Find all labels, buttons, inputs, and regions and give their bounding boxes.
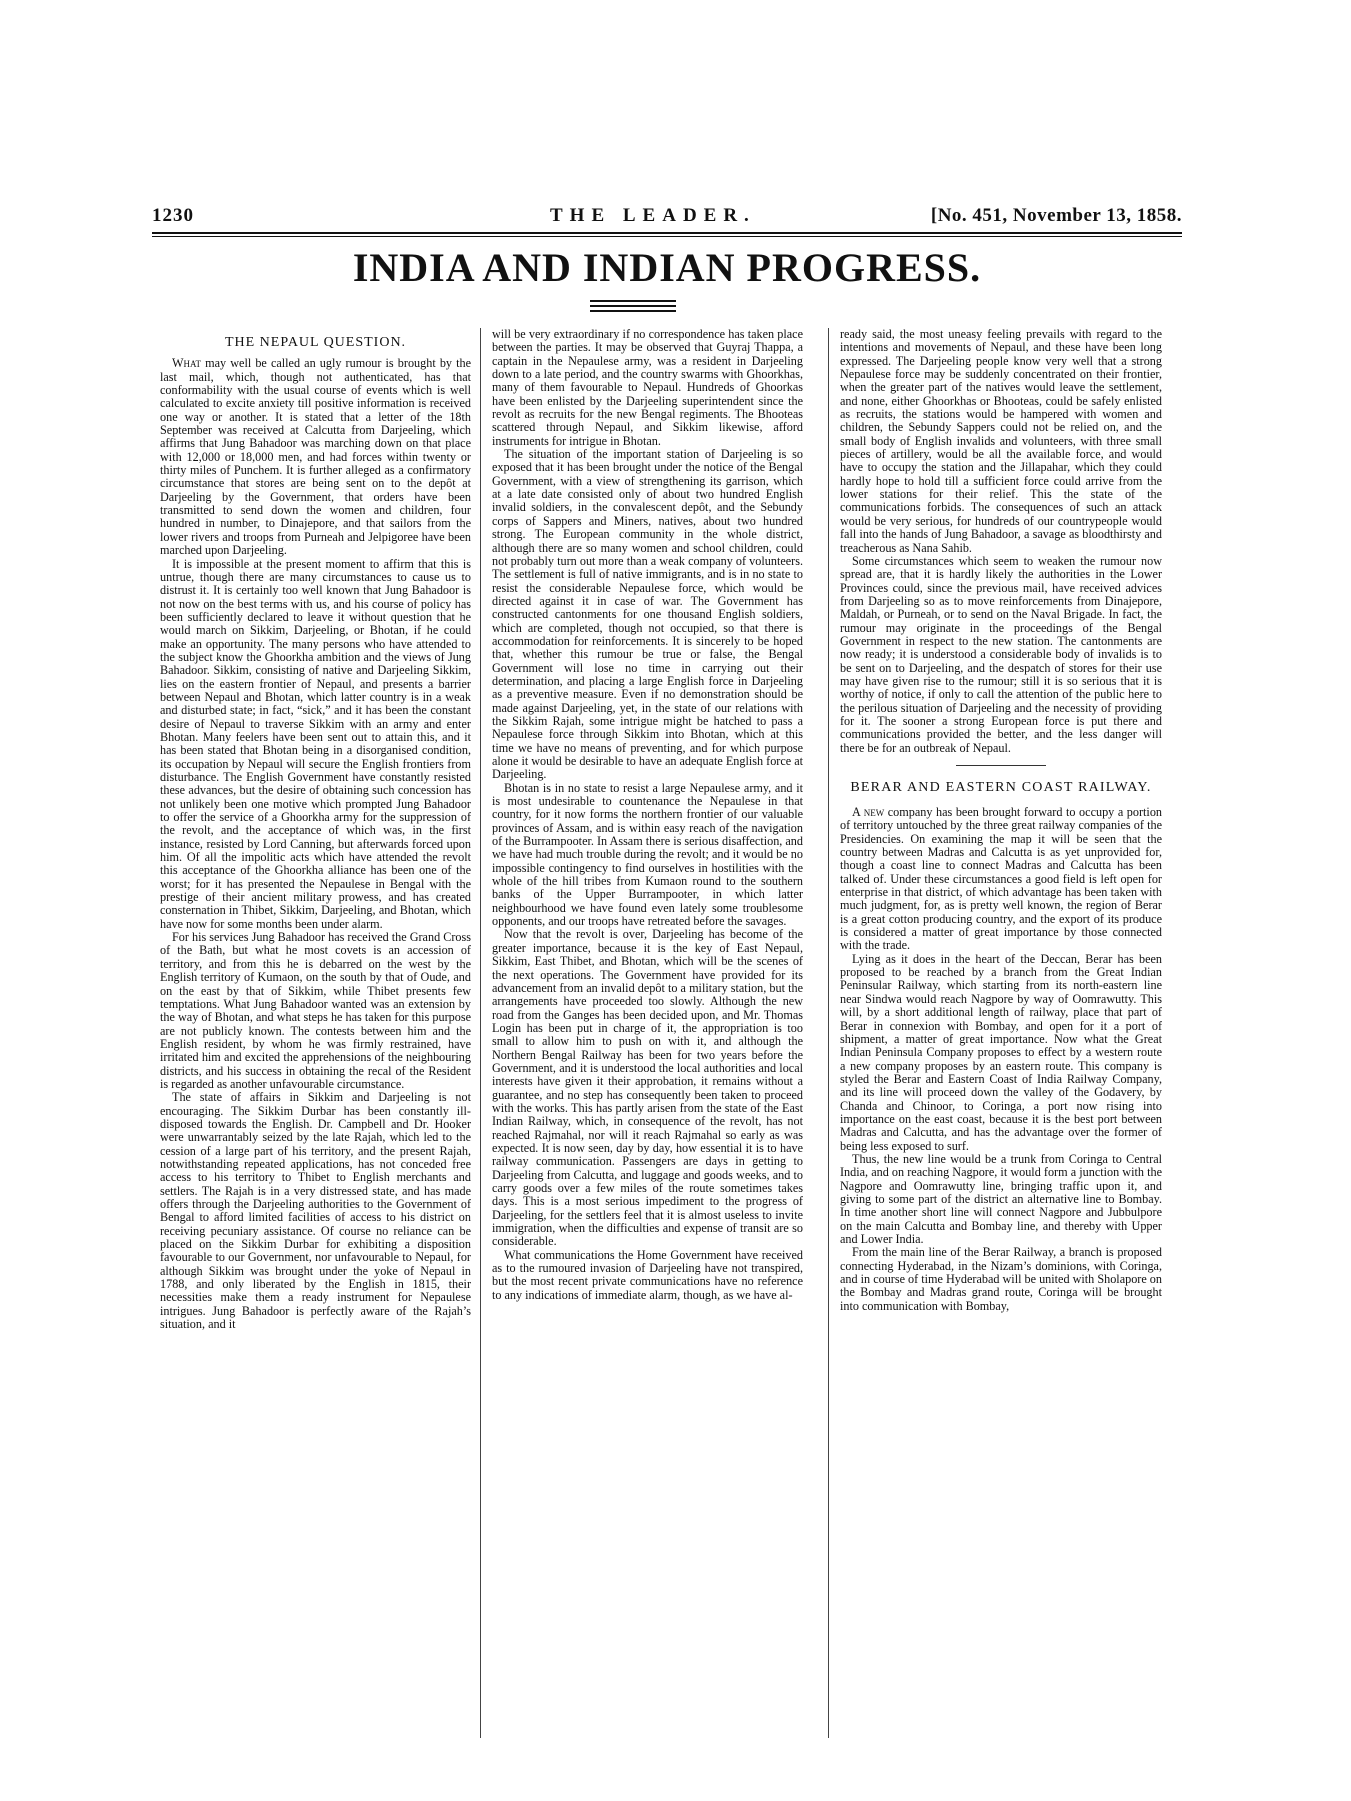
paragraph-text: company has been brought forward to occupy a portion of territory untouched by the three great railway companies of the Presidencies. On examining the map it will be seen that the country between Madras and Calcutta is as yet unprovided for, though a coast line to connect Madras and Calcutta has been talked of. Under these circumstances a good field is left open for enterprise in that district, of which advantage has been taken with much judgment, for, as is pretty well known, the region of Berar is a great cotton producing country, and the export of its produce is considered a matter of great importance by those connected with the trade. [840,805,1162,953]
running-head [152,205,1182,231]
issue-date: [No. 451, November 13, 1858. [930,205,1182,226]
column-2 [492,328,803,1733]
paragraph: From the main line of the Berar Railway, a branch is proposed connecting Hyderabad, in the Nizam’s dominions, with Coringa, and in course of time Hyderabad will be united with Sholapore on the Bombay and Madras grand route, Coringa will be brought into communication with Bombay, [840,1245,1162,1313]
lead-word: What [172,356,202,371]
paragraph: The state of affairs in Sikkim and Darjeeling is not encouraging. The Sikkim Durbar has been constantly ill-disposed towards the English. Dr. Campbell and Dr. Hooker were unwarrantably seized by the late Rajah, which led to the cession of a large part of his territory, and the present Rajah, notwithstanding repeated applications, has not conceded free access to his territory to Thibet to English merchants and settlers. The Rajah is in a very distressed state, and has made offers through the Darjeeling authorities to the Government of Bengal to afford limited facilities of access to his district on receiving pecuniary assistance. Of course no reliance can be placed on the Sikkim Durbar for exhibiting a disposition favourable to our Government, nor unfavourable to Nepaul, for although Sikkim was brought under the yoke of Nepaul in 1788, and only liberated by the English in 1815, their necessities make them a ready instrument for Nepaulese intrigues. Jung Bahadoor is perfectly aware of the Rajah’s situation, and it [160,1090,471,1332]
paragraph: The situation of the important station of Darjeeling is so exposed that it has been brought under the notice of the Bengal Government, with a view of strengthening its garrison, which at a late date consisted only of about two hundred English invalid soldiers, in the convalescent depôt, and the Sebundy corps of Sappers and Miners, natives, about two hundred strong. The European community in the whole district, although there are so many women and school children, could not probably turn out more than a weak company of volunteers. The settlement is full of native immigrants, and is in no state to resist the considerable Nepaulese force, which would be directed against it in case of war. The Government has constructed cantonments for one thousand English soldiers, which are completed, though not occupied, so that there is accommodation for reinforcements. It is sincerely to be hoped that, whether this rumour be true or false, the Bengal Government will lose no time in carrying out their determination, and placing a large English force in Darjeeling as a preventive measure. Even if no demonstration should be made against Darjeeling, yet, in the state of our relations with the Sikkim Rajah, some intrigue might be hatched to pass a Nepaulese force through Sikkim into Bhotan, which at this time we have no means of preventing, and for which purpose alone it would be desirable to have an adequate English force at Darjeeling. [492,447,803,782]
paragraph: Bhotan is in no state to resist a large Nepaulese army, and it is most undesirable to countenance the Nepaulese in that country, for it now forms the northern frontier of our valuable provinces of Assam, and is within easy reach of the navigation of the Burrampooter. In Assam there is serious disaffection, and we have had much trouble during the revolt; and it would be no impossible contingency to find ourselves in hostilities with the whole of the hill tribes from Kumaon round to the southern banks of the Upper Burrampooter, in which latter neighbourhood we have found even lately some troublesome opponents, and our troops have retreated before the savages. [492,780,803,929]
paragraph: will be very extraordinary if no correspondence has taken place between the parties. It may be observed that Guyraj Thappa, a captain in the Nepaulese army, was a resident in Darjeeling down to a late period, and the country swarms with Ghoorkhas, many of them favourable to Nepaul. Hundreds of Ghoorkas have been enlisted by the Darjeeling superintendent since the revolt as recruits for the new Bengal regiments. The Bhooteas scattered through Nepaul, and Sikkim likewise, afford instruments for intrigue in Bhotan. [492,328,803,448]
page-number: 1230 [152,205,194,226]
paragraph: It is impossible at the present moment to affirm that this is untrue, though there are many circumstances to cause us to distrust it. It is certainly too well known that Jung Bahadoor is not now on the best terms with us, and his course of policy has been sufficiently declared to leave it without question that he would march on Sikkim, Darjeeling, or Bhotan, if he could make an opportunity. The many persons who have attended to the subject know the Ghoorkha ambition and the views of Jung Bahadoor. Sikkim, consisting of native and Darjeeling Sikkim, lies on the eastern frontier of Nepaul, and presents a barrier between Nepaul and Bhotan, which latter country is in a weak and disturbed state; in fact, “sick,” and it has been the constant desire of Nepaul to traverse Sikkim with an army and enter Bhotan. Many feelers have been sent out to attain this, and it has been stated that Bhotan being in a disorganised condition, its occupation by Nepaul will secure the English frontiers from disturbance. The English Government have constantly resisted these advances, but the desire of obtaining such concession has not unlikely been one motive which prompted Jung Bahadoor to offer the service of a Ghoorkha army for the suppression of the revolt, and the acceptance of which was, in the first instance, resisted by Lord Canning, but afterwards forced upon him. Of all the impolitic acts which have attended the revolt this acceptance of the Ghoorkha alliance has been one of the worst; for it has presented the Nepaulese in Bengal with the prestige of their ancient military prowess, and has created consternation in Thibet, Sikkim, Darjeeling, and Bhotan, which have now for some months been under alarm. [160,556,471,931]
paragraph: Thus, the new line would be a trunk from Coringa to Central India, and on reaching Nagpore, it would form a junction with the Nagpore and Oomrawutty line, bringing traffic upon it, and giving to some part of the district an alternative line to Bombay. In time another short line will connect Nagpore and Jubbulpore on the main Calcutta and Bombay line, and thereby with Upper and Lower India. [840,1151,1162,1246]
paper-title: THE LEADER. [550,205,756,226]
paragraph-text: may well be called an ugly rumour is brought by the last mail, which, though not authenticated, has that conformability with the usual course of events which is well calculated to excite anxiety till positive information is received one way or another. It is stated that a letter of the 18th September was received at Calcutta from Darjeeling, which affirms that Jung Bahadoor was marching down on that place with 12,000 or 18,000 men, and had forces within twenty or thirty miles of Punchem. It is further alleged as a confirmatory circumstance that stores are being sent on to the depôt at Darjeeling by the Government, that orders have been transmitted to send down the women and children, four hundred in number, to Dinajepore, and that sailors from the lower rivers and troops from Purneah and Jelpigoree have been marched upon Darjeeling. [160,356,471,558]
paragraph: What communications the Home Government have received as to the rumoured invasion of Darjeeling have not transpired, but the most recent private communications have no reference to any indications of immediate alarm, though, as we have al- [492,1247,803,1302]
column-3 [840,328,1162,1733]
header-rule [152,232,1182,234]
column-1 [160,336,471,1741]
ornament-rule [590,310,676,312]
ornament-rule [590,305,676,307]
paragraph: Lying as it does in the heart of the Deccan, Berar has been proposed to be reached by a branch from the Great Indian Peninsular Railway, which starting from its north-eastern line near Sindwa would reach Nagpore by way of Oomrawutty. This will, by a short additional length of railway, place that part of Berar in connexion with Bombay, and open for it a port of shipment, a matter of great importance. Now what the Great Indian Peninsula Company proposes to effect by a western route a new company proposes by an eastern route. This company is styled the Berar and Eastern Coast of India Railway Company, and its line will proceed down the valley of the Godavery, by Chanda and Chinoor, to Coringa, a port now rising into importance on the east coast, because it is the best port between Madras and Calcutta, and has the advantage over the former of being less exposed to surf. [840,951,1162,1153]
paragraph [160,357,471,557]
article-title-nepaul: THE NEPAUL QUESTION. [224,336,407,350]
article-title-berar: BERAR AND EASTERN COAST RAILWAY. [850,780,1152,795]
paragraph: Now that the revolt is over, Darjeeling has become of the greater importance, because it is the key of East Nepaul, Sikkim, East Thibet, and Bhotan, which will be the scenes of the next operations. The Government have provided for its advancement from an invalid depôt to a military station, but the arrangements have proceeded too slowly. Although the new road from the Ganges has been decided upon, and Mr. Thomas Login has been put in charge of it, the appropriation is too small to allow him to push on with it, and although the Northern Bengal Railway has been for two years before the Government, and it is understood the local authorities and local interests have given it their approbation, it remains without a guarantee, and no step has consequently been taken to proceed with the works. This has partly arisen from the state of the East Indian Railway, which, in consequence of the revolt, has not reached Rajmahal, nor will it reach Rajmahal so early as was expected. It is now seen, day by day, how essential it is to have railway communication. Passengers are days in getting to Darjeeling from Calcutta, and luggage and goods weeks, and to carry goods over a few miles of the route sometimes takes days. This is a most serious impediment to the progress of Darjeeling, for the settlers feel that it is almost useless to invite immigration, when the difficulties and expense of transit are so considerable. [492,927,803,1249]
column-rule [828,328,829,1738]
article-divider [956,765,1046,766]
paragraph: For his services Jung Bahadoor has received the Grand Cross of the Bath, but what he most covets is an accession of territory, and from this he is debarred on the west by the English territory of Kumaon, on the south by that of Oude, and on the east by that of Sikkim, while Thibet presents few temptations. What Jung Bahadoor wanted was an extension by the way of Bhotan, and what steps he has taken for this purpose are not publicly known. The contests between him and the English resident, by whom he was firmly restrained, have irritated him and excited the apprehensions of the neighbouring districts, and his success in obtaining the recal of the Resident is regarded as another unfavourable circumstance. [160,930,471,1091]
section-title: INDIA AND INDIAN PROGRESS. [352,245,982,290]
lead-word: A new [852,805,885,819]
paragraph: Some circumstances which seem to weaken the rumour now spread are, that it is hardly likely the authorities in the Lower Provinces could, since the previous mail, have received advices from Darjeeling so as to move reinforcements from Dinajepore, Maldah, or Purneah, or to send on the Naval Brigade. In fact, the rumour may originate in the proceedings of the Bengal Government in respect to the new station. The cantonments are now ready; it is understood a considerable body of invalids is to be sent on to Darjeeling, and the despatch of stores for their use may have given rise to the rumour; still it is so serious that it is worthy of notice, if only to call the attention of the public here to the perilous situation of Darjeeling and the necessity of providing for it. The sooner a strong European force is put there and communications provided the better, and the less danger will there be for an outbreak of Nepaul. [840,553,1162,755]
column-rule [480,328,481,1738]
header-rule-thin [152,236,1182,237]
paragraph: ready said, the most uneasy feeling prevails with regard to the intentions and movements of Nepaul, and these have been long expressed. The Darjeeling people know very well that a strong Nepaulese force may be suddenly concentrated on their frontier, when the greater part of the natives would leave the settlement, and none, either Ghoorkhas or Bhooteas, could be safely enlisted as recruits, the stations would be hampered with women and children, the Sebundy Sappers could not be relied on, and the small body of English invalids and volunteers, with three small pieces of artillery, would be all the available force, and would have to occupy the station and the Jillapahar, which they could hardly hope to hold till a sufficient force could arrive from the lower stations for their relief. This the state of the communications forbids. The consequences of such an attack would be very serious, for hundreds of our countrypeople would fall into the hands of Jung Bahadoor, a savage as bloodthirsty and treacherous as Nana Sahib. [840,328,1162,555]
ornament-rule [590,300,676,302]
paragraph [840,806,1162,953]
